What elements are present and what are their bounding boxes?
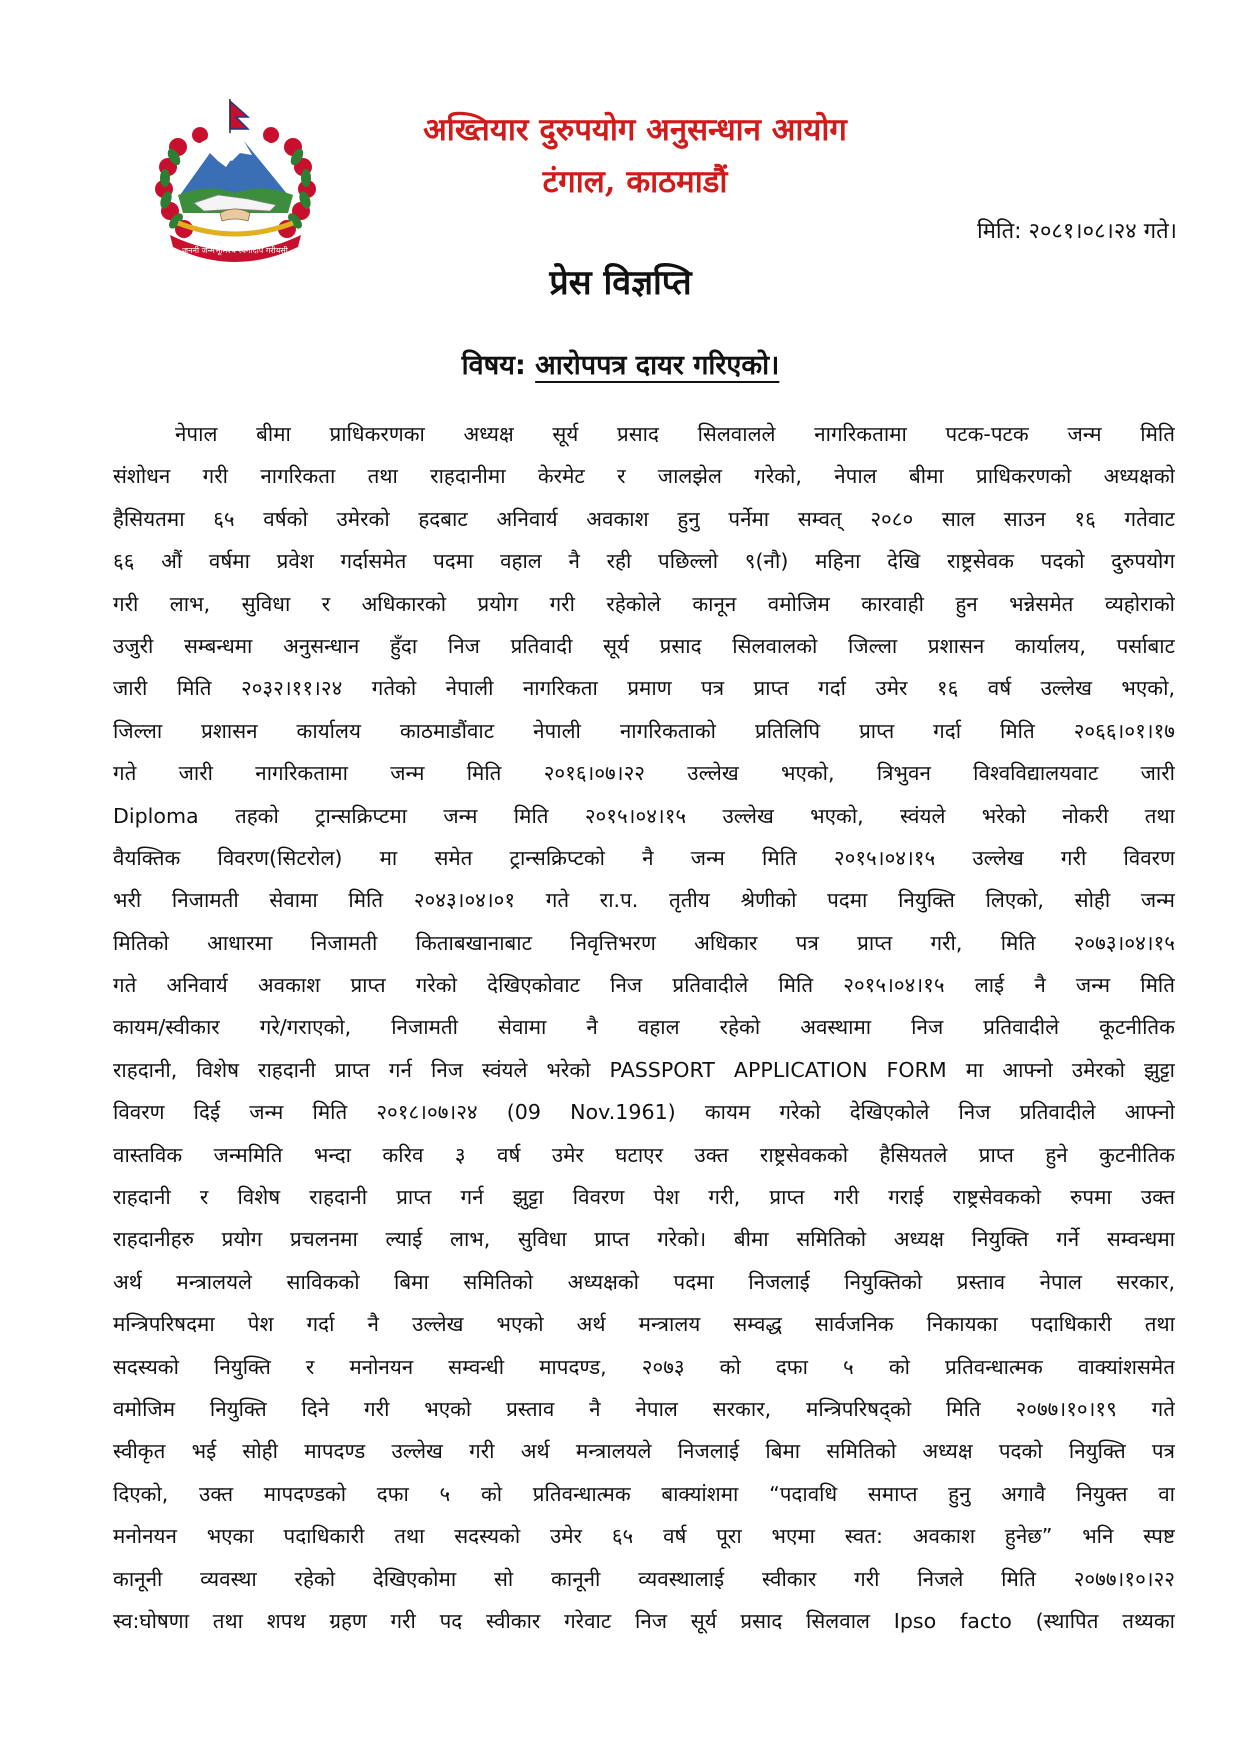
body-line: अर्थ मन्त्रालयले साविकको बिमा समितिको अध्यक्षको पदमा निजलाई नियुक्तिको प्रस्ताव नेपाल सरकार, xyxy=(113,1269,1175,1294)
body-line: मन्त्रिपरिषदमा पेश गर्दा नै उल्लेख भएको अर्थ मन्त्रालय सम्वद्ध सार्वजनिक निकायका पदाधिकारी तथा xyxy=(113,1312,1175,1337)
body-line: नेपाल बीमा प्राधिकरणका अध्यक्ष सूर्य प्रसाद सिलवालले नागरिकतामा पटक-पटक जन्म मिति xyxy=(175,422,1175,446)
body-line: भरी निजामती सेवामा मिति २०४३।०४।०१ गते रा.प. तृतीय श्रेणीको पदमा नियुक्ति लिएको, सोही जन्म xyxy=(113,888,1175,913)
body-line: सदस्यको नियुक्ति र मनोनयन सम्वन्धी मापदण्ड, २०७३ को दफा ५ को प्रतिवन्धात्मक वाक्यांशसमेत xyxy=(113,1354,1175,1379)
body-line: गरी लाभ, सुविधा र अधिकारको प्रयोग गरी रहेकोले कानून वमोजिम कारवाही हुन भन्नेसमेत व्यहोराको xyxy=(113,591,1175,616)
body-line: मनोनयन भएका पदाधिकारी तथा सदस्यको उमेर ६५ वर्ष पूरा भएमा स्वत: अवकाश हुनेछ” भनि स्पष्ट xyxy=(113,1524,1175,1549)
svg-text:जननी जन्मभूमिश्च स्वर्गादपि गर: जननी जन्मभूमिश्च स्वर्गादपि गरीयसी xyxy=(182,246,288,255)
body-line: गते जारी नागरिकतामा जन्म मिति २०१६।०७।२२ उल्लेख भएको, त्रिभुवन विश्वविद्यालयवाट जारी xyxy=(113,761,1175,786)
body-line: जिल्ला प्रशासन कार्यालय काठमाडौंवाट नेपाली नागरिकताको प्रतिलिपि प्राप्त गर्दा मिति २०६६।०१।१७ xyxy=(113,718,1175,743)
body-line: मितिको आधारमा निजामती किताबखानाबाट निवृत्तिभरण अधिकार पत्र प्राप्त गरी, मिति २०७३।०४।१५ xyxy=(113,930,1175,955)
body-line: राहदानी र विशेष राहदानी प्राप्त गर्न झुट्टा विवरण पेश गरी, प्राप्त गरी गराई राष्ट्रसेवकको रुपमा उक्त xyxy=(113,1185,1175,1210)
body-line: गते अनिवार्य अवकाश प्राप्त गरेको देखिएकोवाट निज प्रतिवादीले मिति २०१५।०४।१५ लाई नै जन्म मिति xyxy=(113,973,1175,998)
body-line: स्वीकृत भई सोही मापदण्ड उल्लेख गरी अर्थ मन्त्रालयले निजलाई बिमा समितिको अध्यक्ष पदको नियुक्ति पत्र xyxy=(113,1439,1175,1464)
organization-title: अख्तियार दुरुपयोग अनुसन्धान आयोग xyxy=(423,112,847,148)
organization-name xyxy=(380,104,890,208)
body-line: वास्तविक जन्ममिति भन्दा करिव ३ वर्ष उमेर घटाएर उक्त राष्ट्रसेवकको हैसियतले प्राप्त हुने कुटनीतिक xyxy=(113,1142,1175,1167)
body-text xyxy=(113,413,1175,1642)
nepal-emblem-logo xyxy=(148,95,323,265)
body-line: दिएको, उक्त मापदण्डको दफा ५ को प्रतिवन्धात्मक बाक्यांशमा “पदावधि समाप्त हुनु अगावै नियुक्त वा xyxy=(113,1481,1175,1506)
body-line: हैसियतमा ६५ वर्षको उमेरको हदबाट अनिवार्य अवकाश हुनु पर्नेमा सम्वत् २०८० साल साउन १६ गतेवाट xyxy=(113,506,1175,531)
subject-label: विषय: xyxy=(461,350,526,381)
subject-line xyxy=(0,345,1241,382)
subject-text: आरोपपत्र दायर गरिएको। xyxy=(535,350,780,381)
body-line: राहदानी, विशेष राहदानी प्राप्त गर्न निज स्वंयले भरेको PASSPORT APPLICATION FORM मा आफ्नो उमेरको झुट्टा xyxy=(113,1057,1175,1082)
body-line: कानूनी व्यवस्था रहेको देखिएकोमा सो कानूनी व्यवस्थालाई स्वीकार गरी निजले मिति २०७७।१०।२२ xyxy=(113,1566,1175,1591)
body-line: कायम/स्वीकार गरे/गराएको, निजामती सेवामा नै वहाल रहेको अवस्थामा निज प्रतिवादीले कूटनीतिक xyxy=(113,1015,1175,1040)
body-line: वैयक्तिक विवरण(सिटरोल) मा समेत ट्रान्सक्रिप्टको नै जन्म मिति २०१५।०४।१५ उल्लेख गरी विवरण xyxy=(113,845,1175,870)
body-line: वमोजिम नियुक्ति दिने गरी भएको प्रस्ताव नै नेपाल सरकार, मन्त्रिपरिषद्को मिति २०७७।१०।१९ गते xyxy=(113,1396,1175,1421)
body-line: जारी मिति २०३२।११।२४ गतेको नेपाली नागरिकता प्रमाण पत्र प्राप्त गर्दा उमेर १६ वर्ष उल्लेख भएको, xyxy=(113,676,1175,701)
organization-location: टंगाल, काठमाडौं xyxy=(542,164,728,200)
body-line: ६६ औं वर्षमा प्रवेश गर्दासमेत पदमा वहाल नै रही पछिल्लो ९(नौ) महिना देखि राष्ट्रसेवक पदको दुरुपयोग xyxy=(113,549,1175,574)
page-title: प्रेस विज्ञप्ति xyxy=(549,263,692,303)
body-line: संशोधन गरी नागरिकता तथा राहदानीमा केरमेट र जालझेल गरेको, नेपाल बीमा प्राधिकरणको अध्यक्षको xyxy=(113,464,1175,489)
body-line: विवरण दिई जन्म मिति २०१८।०७।२४ (09 Nov.1961) कायम गरेको देखिएकोले निज प्रतिवादीले आफ्नो xyxy=(113,1100,1175,1125)
body-line: स्व:घोषणा तथा शपथ ग्रहण गरी पद स्वीकार गरेवाट निज सूर्य प्रसाद सिलवाल Ipso facto (स्थापित तथ्यका xyxy=(113,1608,1175,1633)
document-date: मिति: २०८१।०८।२४ गते। xyxy=(977,219,1177,244)
body-line: उजुरी सम्बन्धमा अनुसन्धान हुँदा निज प्रतिवादी सूर्य प्रसाद सिलवालको जिल्ला प्रशासन कार्यालय, पर्साबाट xyxy=(113,633,1175,658)
body-line: राहदानीहरु प्रयोग प्रचलनमा ल्याई लाभ, सुविधा प्राप्त गरेको। बीमा समितिको अध्यक्ष नियुक्ति गर्ने सम्वन्धमा xyxy=(113,1227,1175,1252)
body-line: Diploma तहको ट्रान्सक्रिप्टमा जन्म मिति २०१५।०४।१५ उल्लेख भएको, स्वंयले भरेको नोकरी तथा xyxy=(113,803,1175,828)
